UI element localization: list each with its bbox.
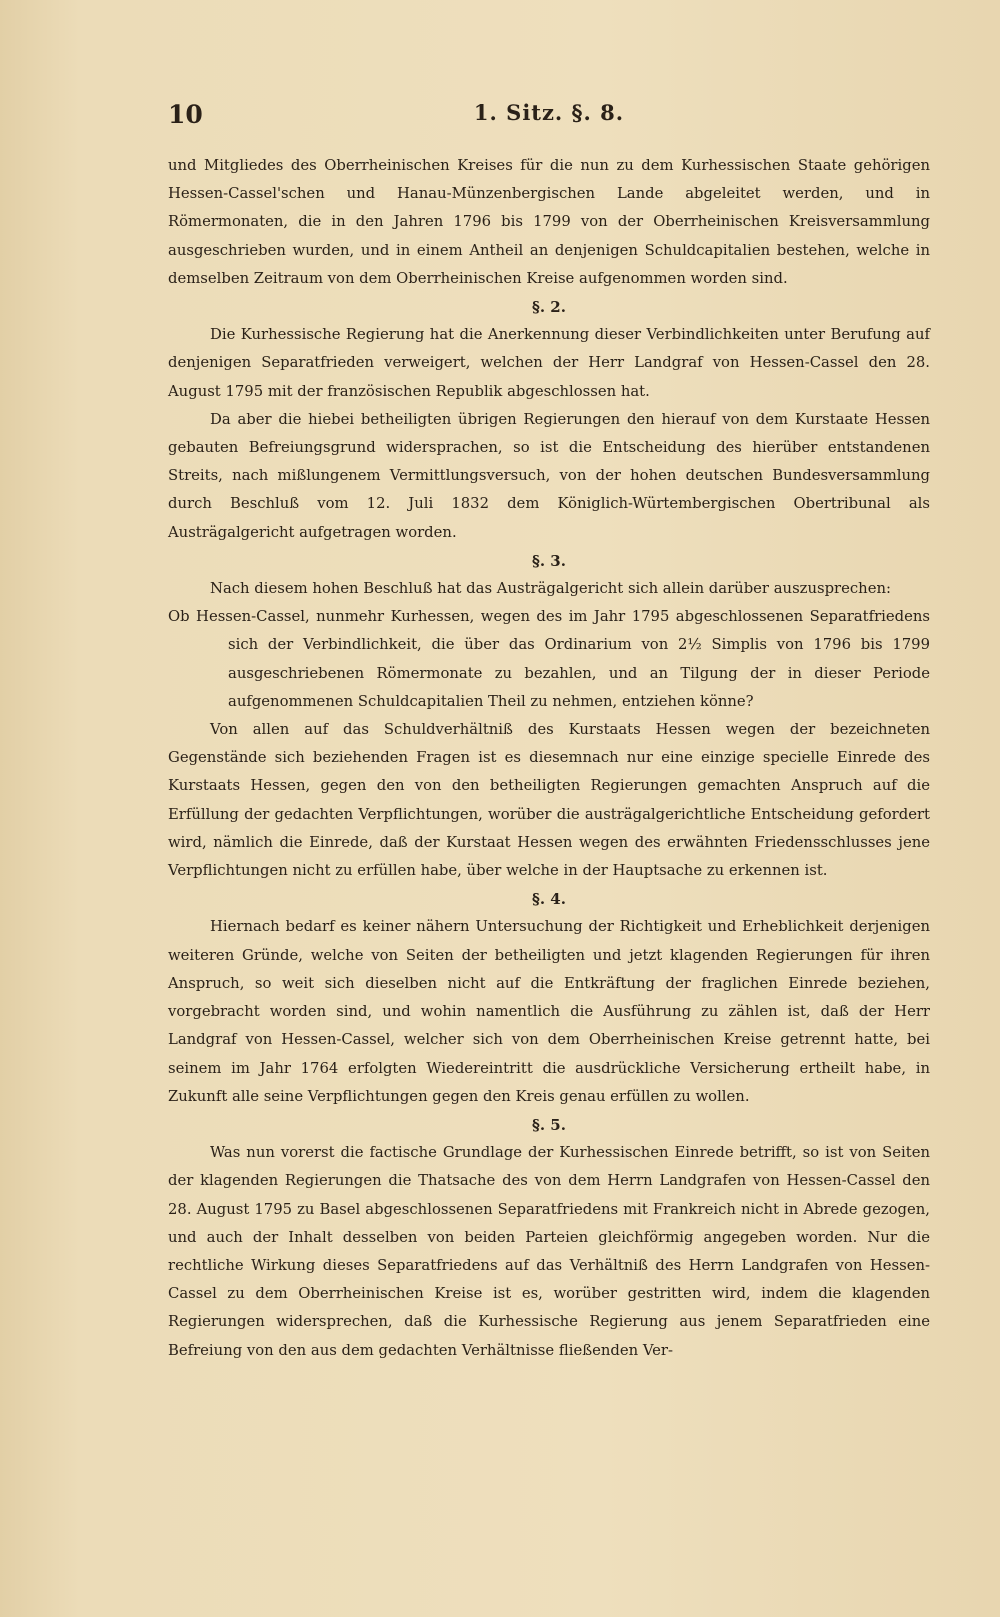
paragraph: Was nun vorerst die factische Grundlage der Kurhessischen Einrede betrifft, so ist von Seiten der klagenden Regierungen die Thatsache des von dem Herrn Landgrafen von Hessen-Cassel den 28. August 1795 zu Basel abgeschlossenen Separatfriedens mit Frankreich nicht in Abrede gezogen, und auch der Inhalt desselben von beiden Parteien gleichförmig angegeben worden. Nur die rechtliche Wirkung dieses Separatfriedens auf das Verhältniß des Herrn Landgrafen von Hessen-Cassel zu dem Oberrheinischen Kreise ist es, worüber gestritten wird, indem die klagenden Regierungen widersprechen, daß die Kurhessische Regierung aus jenem Separatfrieden eine Befreiung von den aus dem gedachten Verhältnisse fließenden Ver- [168,1144,930,1359]
page-header [168,100,930,136]
section-heading: §. 4. [532,890,566,909]
page-number: 10 [168,100,203,129]
section-heading: §. 5. [532,1115,566,1134]
paragraph: Da aber die hiebei betheiligten übrigen Regierungen den hierauf von dem Kurstaate Hessen gebauten Befreiungsgrund widersprachen, so ist die Entscheidung des hierüber entstandenen Streits, nach mißlungenem Vermittlungsversuch, von der hohen deutschen Bundesversammlung durch Beschluß vom 12. Juli 1832 dem Königlich-Würtembergischen Obertribunal als Austrägalgericht aufgetragen worden. [168,410,930,541]
body-text [168,152,930,1365]
paragraph: Nach diesem hohen Beschluß hat das Austrägalgericht sich allein darüber auszusprechen: [210,580,891,598]
paragraph: und Mitgliedes des Oberrheinischen Kreises für die nun zu dem Kurhessischen Staate gehörigen Hessen-Cassel'schen und Hanau-Münzenbergischen Lande abgeleitet werden, und in Römermonaten, die in den Jahren 1796 bis 1799 von der Oberrheinischen Kreisversammlung ausgeschrieben wurden, und in einem Antheil an denjenigen Schuldcapitalien bestehen, welche in demselben Zeitraum von dem Oberrheinischen Kreise aufgenommen worden sind. [168,157,930,287]
quoted-question: Ob Hessen-Cassel, nunmehr Kurhessen, wegen des im Jahr 1795 abgeschlossenen Separatfriedens sich der Verbindlichkeit, die über das Ordinarium von 2½ Simplis von 1796 bis 1799 ausgeschriebenen Römermonate zu bezahlen, und an Tilgung der in dieser Periode aufgenommenen Schuldcapitalien Theil zu nehmen, entziehen könne? [168,608,930,710]
paragraph: Die Kurhessische Regierung hat die Anerkennung dieser Verbindlichkeiten unter Berufung auf denjenigen Separatfrieden verweigert, welchen der Herr Landgraf von Hessen-Cassel den 28. August 1795 mit der französischen Republik abgeschlossen hat. [168,326,930,400]
running-head: 1. Sitz. §. 8. [473,100,625,125]
section-heading: §. 3. [532,551,566,570]
paragraph: Hiernach bedarf es keiner nähern Untersuchung der Richtigkeit und Erheblichkeit derjenigen weiteren Gründe, welche von Seiten der betheiligten und jetzt klagenden Regierungen für ihren Anspruch, so weit sich dieselben nicht auf die Entkräftung der fraglichen Einrede beziehen, vorgebracht worden sind, und wohin namentlich die Ausführung zu zählen ist, daß der Herr Landgraf von Hessen-Cassel, welcher sich von dem Oberrheinischen Kreise getrennt hatte, bei seinem im Jahr 1764 erfolgten Wiedereintritt die ausdrückliche Versicherung ertheilt habe, in Zukunft alle seine Verpflichtungen gegen den Kreis genau erfüllen zu wollen. [168,918,930,1105]
paragraph: Von allen auf das Schuldverhältniß des Kurstaats Hessen wegen der bezeichneten Gegenstände sich beziehenden Fragen ist es diesemnach nur eine einzige specielle Einrede des Kurstaats Hessen, gegen den von den betheiligten Regierungen gemachten Anspruch auf die Erfüllung der gedachten Verpflichtungen, worüber die austrägalgerichtliche Entscheidung gefordert wird, nämlich die Einrede, daß der Kurstaat Hessen wegen des erwähnten Friedensschlusses jene Verpflichtungen nicht zu erfüllen habe, über welche in der Hauptsache zu erkennen ist. [168,721,930,880]
section-heading: §. 2. [532,298,566,317]
